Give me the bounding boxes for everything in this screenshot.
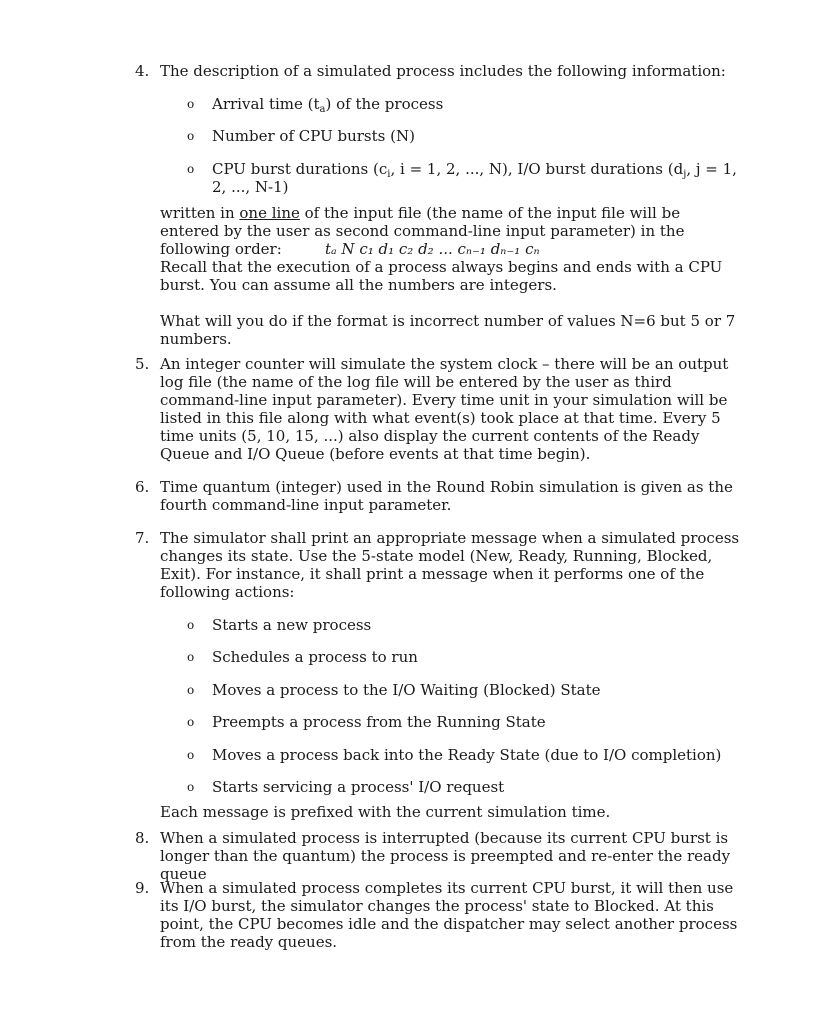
bullet-item <box>187 160 742 196</box>
bullet-mark: o <box>187 715 195 729</box>
recall-paragraph: Recall that the execution of a process always begins and ends with a CPU burst. You can assume all the numbers are integers. <box>160 258 723 294</box>
bullet-text: Starts a new process <box>212 616 372 634</box>
item-text: Time quantum (integer) used in the Round Robin simulation is given as the fourth command-line input parameter. <box>160 478 733 514</box>
item-number: 6. <box>135 478 150 496</box>
bullet-item <box>187 713 742 731</box>
bullet-text: ) of the process <box>325 95 444 113</box>
bullet-mark: o <box>187 650 195 664</box>
item-number: 9. <box>135 879 150 897</box>
bullet-mark: o <box>187 780 195 794</box>
item-text: The description of a simulated process includes the following information: <box>160 62 726 80</box>
item-text: When a simulated process completes its current CPU burst, it will then use its I/O burst, the simulator changes the process' state to Blocked. At this point, the CPU becomes idle and the dispatcher may select another process from the ready queues. <box>160 879 738 951</box>
list-item-6 <box>135 478 740 514</box>
bullet-item <box>187 648 742 666</box>
bullet-item <box>187 778 742 796</box>
bullet-text: Number of CPU bursts (N) <box>212 127 415 145</box>
subscript: a <box>319 104 326 115</box>
bullet-text: Preempts a process from the Running State <box>212 713 546 731</box>
bullet-mark: o <box>187 748 195 762</box>
bullet-text: Moves a process back into the Ready State (due to I/O completion) <box>212 746 722 764</box>
bullet-mark: o <box>187 97 195 111</box>
item-text: The simulator shall print an appropriate message when a simulated process changes its state. Use the 5-state model (New, Ready, Running, Blocked, Exit). For instance, it shall print a message when it performs one of the following actions: <box>160 529 740 601</box>
bullet-text: Starts servicing a process' I/O request <box>212 778 505 796</box>
question-paragraph: What will you do if the format is incorrect number of values N=6 but 5 or 7 numbers. <box>160 312 736 348</box>
subscript: j <box>683 169 687 180</box>
bullet-text: CPU burst durations (c <box>212 160 388 178</box>
bullet-text: Arrival time (t <box>212 95 320 113</box>
bullet-item <box>187 746 742 764</box>
bullet-mark: o <box>187 129 195 143</box>
message-prefix-note: Each message is prefixed with the current simulation time. <box>160 803 611 821</box>
paragraph-text: of the input file (the name of the input file will be entered by the user as second command-line input parameter) in the following order: <box>160 204 685 258</box>
bullet-item <box>187 681 742 699</box>
bullet-mark: o <box>187 162 195 176</box>
item-number: 8. <box>135 829 150 847</box>
item-number: 7. <box>135 529 150 547</box>
item-text: An integer counter will simulate the system clock – there will be an output log file (the name of the log file will be entered by the user as third command-line input parameter). Every time unit in your simulation will be listed in this file along with what event(s) took place at that time. Every 5 time units (5, 10, 15, ...) also display the current contents of the Ready Queue and I/O Queue (before events at that time begin). <box>160 355 729 463</box>
bullet-item <box>187 616 742 634</box>
list-item-8 <box>135 829 740 883</box>
list-item-4 <box>135 62 740 80</box>
item-number: 4. <box>135 62 150 80</box>
bullet-item <box>187 127 742 145</box>
list-item-7 <box>135 529 740 601</box>
item-number: 5. <box>135 355 150 373</box>
bullet-text: Moves a process to the I/O Waiting (Blocked) State <box>212 681 601 699</box>
paragraph-text: written in <box>160 204 240 222</box>
bullet-mark: o <box>187 683 195 697</box>
list-item-9 <box>135 879 740 951</box>
list-item-5 <box>135 355 740 463</box>
item-text: When a simulated process is interrupted (because its current CPU burst is longer than the quantum) the process is preempted and re-enter the ready queue <box>160 829 731 883</box>
bullet-text: , j = 1, 2, ..., N-1) <box>212 160 737 196</box>
subscript: i <box>387 169 391 180</box>
bullet-item <box>187 95 742 115</box>
bullet-mark: o <box>187 618 195 632</box>
input-format-formula: tₐ N c₁ d₁ c₂ d₂ ... cₙ₋₁ dₙ₋₁ cₙ <box>325 240 540 258</box>
underlined-text: one line <box>239 204 300 222</box>
bullet-text: Schedules a process to run <box>212 648 418 666</box>
bullet-text: , i = 1, 2, ..., N), I/O burst durations (d <box>390 160 684 178</box>
